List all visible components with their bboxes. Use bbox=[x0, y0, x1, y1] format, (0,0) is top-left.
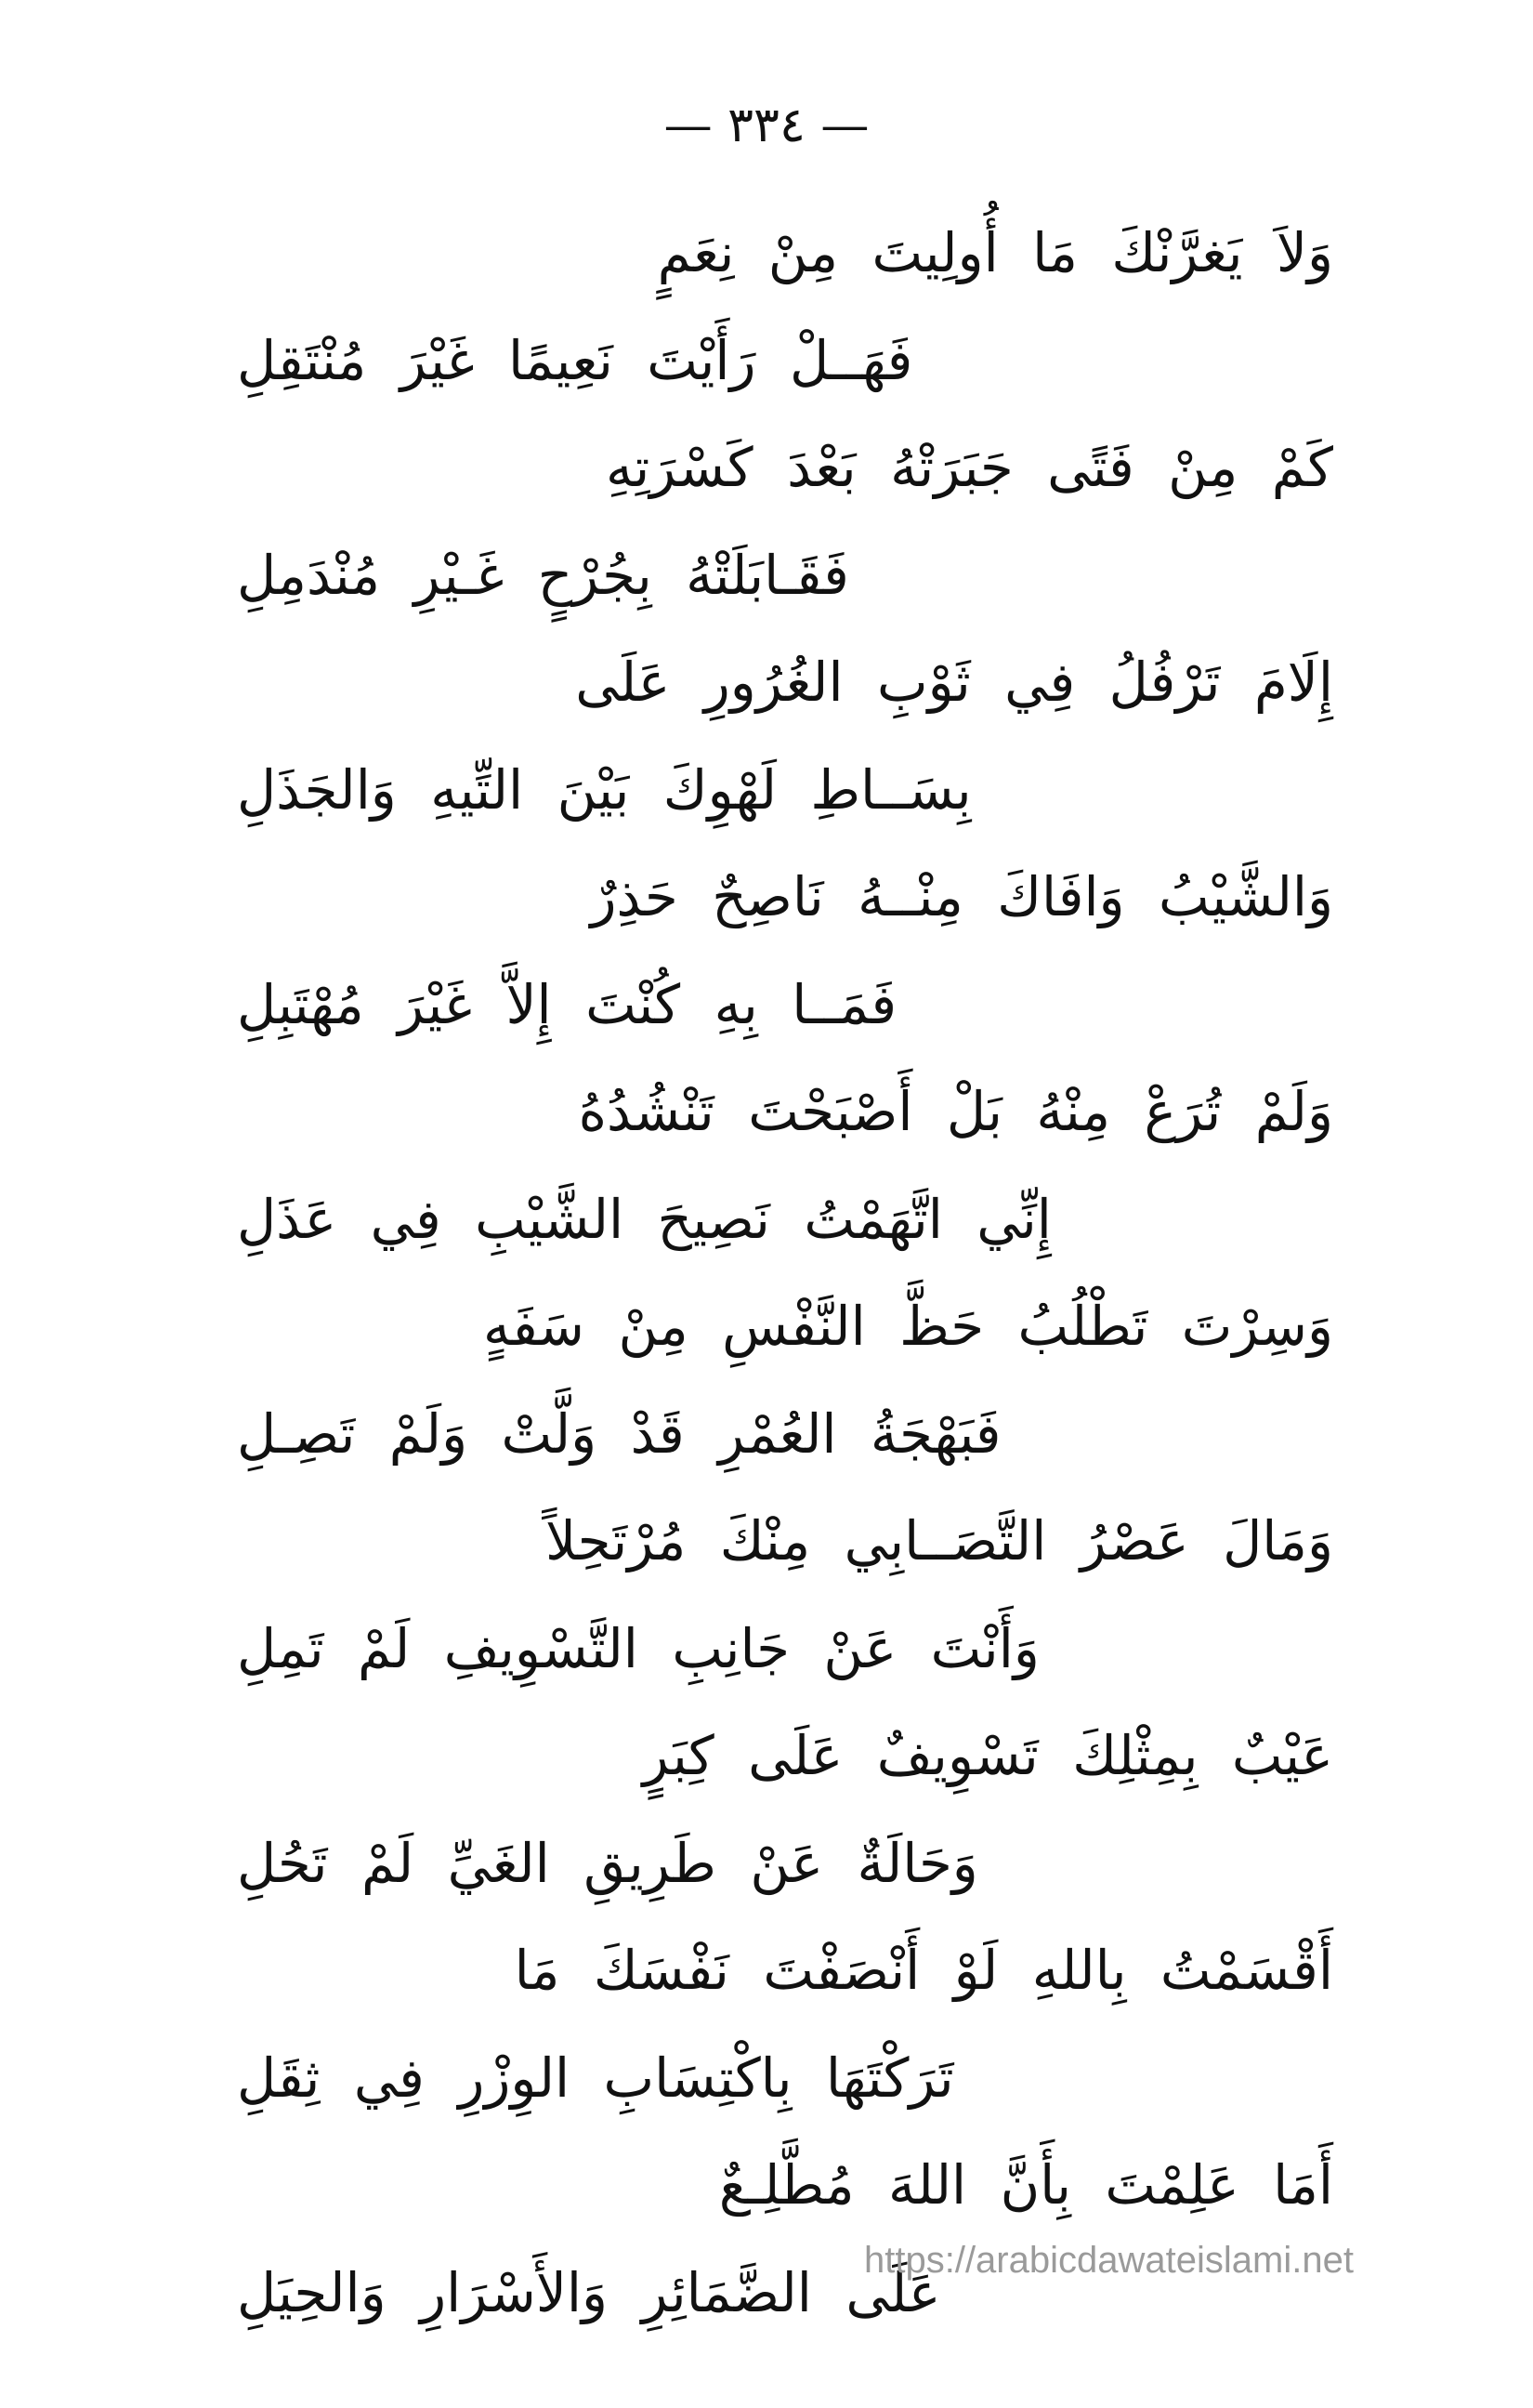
verse-line: وَأَنْتَ عَنْ جَانِبِ التَّسْوِيفِ لَمْ تَمِلِ bbox=[237, 1616, 1040, 1680]
watermark-url: https://arabicdawateislami.net bbox=[864, 2240, 1354, 2281]
verse-line: إِنِّي اتَّهَمْتُ نَصِيحَ الشَّيْبِ فِي عَذَلِ bbox=[237, 1187, 1052, 1251]
verse-line: عَيْبٌ بِمِثْلِكَ تَسْوِيفٌ عَلَى كِبَرٍ bbox=[642, 1724, 1333, 1787]
verse-line: عَلَى الضَّمَائِرِ وَالأَسْرَارِ وَالحِيَلِ bbox=[237, 2260, 941, 2324]
verse-line: تَرَكْتَهَا بِاكْتِسَابِ الوِزْرِ فِي ثِقَلِ bbox=[237, 2046, 954, 2110]
verse-line: كَمْ مِنْ فَتًى جَبَرَتْهُ بَعْدَ كَسْرَتِهِ bbox=[606, 436, 1333, 499]
verse-line: بِسَــاطِ لَهْوِكَ بَيْنَ التِّيهِ وَالجَذَلِ bbox=[237, 757, 972, 822]
page-number: — ٣٣٤ — bbox=[663, 98, 870, 153]
poem-block bbox=[237, 200, 1333, 2347]
verse-line: وَلاَ يَغرَّنْكَ مَا أُولِيتَ مِنْ نِعَمٍ bbox=[657, 221, 1333, 284]
verse-line: وَالشَّيْبُ وَافَاكَ مِنْــهُ نَاصِحٌ حَذِرٌ bbox=[590, 865, 1333, 928]
verse-line: وَلَمْ تُرَعْ مِنْهُ بَلْ أَصْبَحْتَ تَنْشُدُهُ bbox=[578, 1080, 1333, 1143]
verse-line: وَمَالَ عَصْرُ التَّصَــابِي مِنْكَ مُرْتَحِلاً bbox=[545, 1509, 1333, 1572]
verse-line: فَهَــلْ رَأَيْتَ نَعِيمًا غَيْرَ مُنْتَقِلِ bbox=[237, 328, 913, 392]
verse-line: أَمَا عَلِمْتَ بِأَنَّ اللهَ مُطَّلِـعٌ bbox=[718, 2153, 1333, 2217]
verse-line: فَمَــا بِهِ كُنْتَ إِلاَّ غَيْرَ مُهْتَبِلِ bbox=[237, 972, 898, 1036]
verse-line: فَبَهْجَةُ العُمْرِ قَدْ وَلَّتْ وَلَمْ تَصِـلِ bbox=[237, 1401, 1002, 1466]
verse-line: فَقَـابَلَتْهُ بِجُرْحٍ غَـيْرِ مُنْدَمِلِ bbox=[237, 543, 849, 607]
verse-line: وَسِرْتَ تَطْلُبُ حَظَّ النَّفْسِ مِنْ سَفَهٍ bbox=[483, 1295, 1333, 1358]
verse-line: أَقْسَمْتُ بِاللهِ لَوْ أَنْصَفْتَ نَفْسَكَ مَا bbox=[514, 1939, 1333, 2002]
verse-line: وَحَالَةٌ عَنْ طَرِيقِ الغَيِّ لَمْ تَحُلِ bbox=[237, 1831, 978, 1895]
verse-line: إِلَامَ تَرْفُلُ فِي ثَوْبِ الغُرُورِ عَلَى bbox=[575, 651, 1333, 714]
